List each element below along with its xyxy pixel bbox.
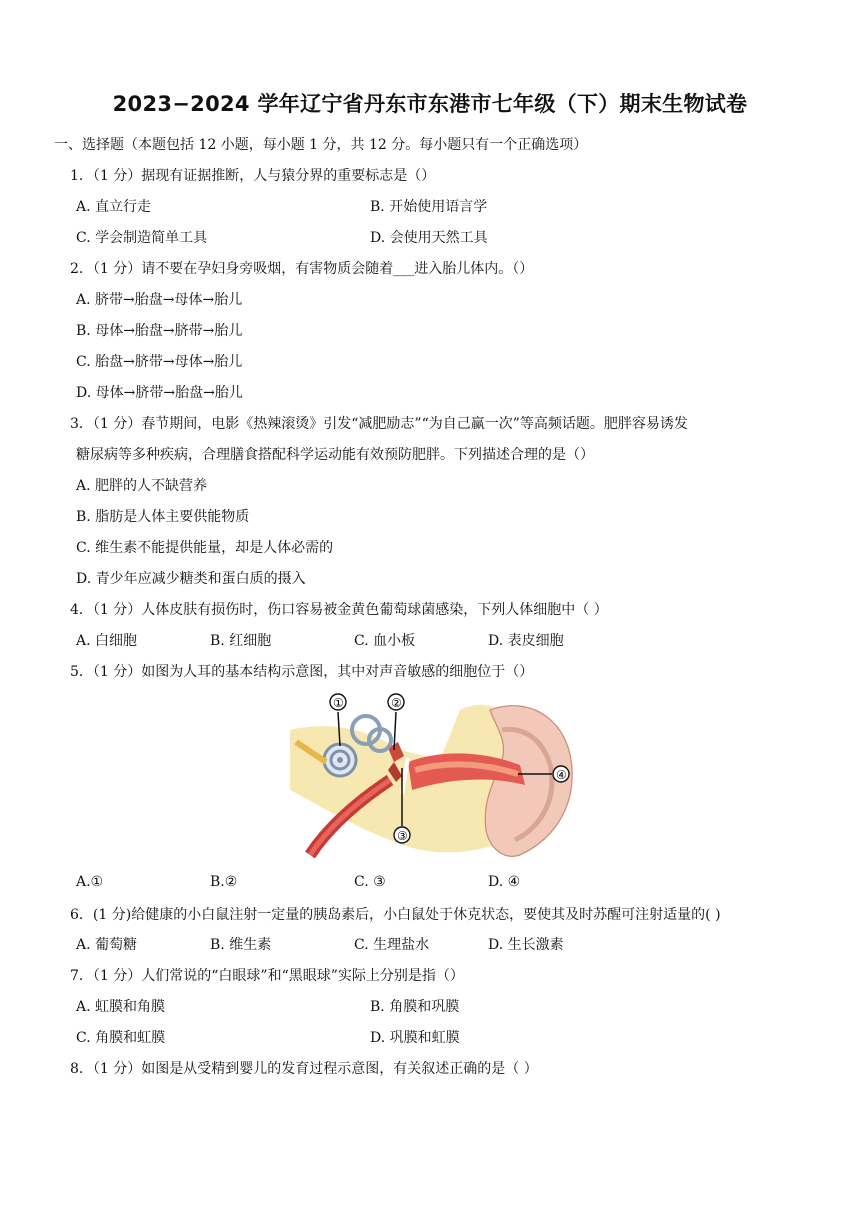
question-3-option-c: C. 维生素不能提供能量，却是人体必需的 [76,540,334,556]
question-1-option-c: C. 学会制造简单工具 [76,230,208,246]
question-4-option-b: B. 红细胞 [210,633,272,649]
question-6-stem: 6．(1 分)给健康的小白鼠注射一定量的胰岛素后，小白鼠处于休克状态，要使其及时苏醒可注射适量的( ) [70,907,721,923]
question-1-option-d: D. 会使用天然工具 [370,230,488,246]
question-8-stem: 8．（1 分）如图是从受精到婴儿的发育过程示意图，有关叙述正确的是（ ） [70,1061,538,1077]
question-4-option-d: D. 表皮细胞 [488,633,564,649]
question-6-option-c: C. 生理盐水 [354,937,430,953]
question-4-option-a: A. 白细胞 [76,633,138,649]
question-6-option-b: B. 维生素 [210,937,272,953]
question-5-option-b: B.② [210,874,238,890]
question-7-option-b: B. 角膜和巩膜 [370,999,460,1015]
question-5-option-c: C. ③ [354,874,386,890]
question-5-option-d: D. ④ [488,874,521,890]
question-2-option-d: D. 母体→脐带→胎盘→胎儿 [76,385,243,401]
question-2-stem: 2．（1 分）请不要在孕妇身旁吸烟，有害物质会随着___进入胎儿体内。（） [70,261,534,277]
question-1-option-a: A. 直立行走 [76,199,152,215]
question-2-option-c: C. 胎盘→脐带→母体→胎儿 [76,354,243,370]
question-7-option-a: A. 虹膜和角膜 [76,999,166,1015]
question-2-option-a: A. 脐带→胎盘→母体→胎儿 [76,292,243,308]
figure-label-3: ③ [397,829,408,843]
question-3-option-a: A. 肥胖的人不缺营养 [76,478,208,494]
section-heading: 一、选择题（本题包括 12 小题，每小题 1 分，共 12 分。每小题只有一个正确选项） [54,137,588,153]
question-6-option-a: A. 葡萄糖 [76,937,138,953]
question-2-option-b: B. 母体→胎盘→脐带→胎儿 [76,323,243,339]
question-5-stem: 5．（1 分）如图为人耳的基本结构示意图，其中对声音敏感的细胞位于（） [70,664,534,680]
figure-label-4: ④ [556,768,567,782]
page-title: 2023−2024 学年辽宁省丹东市东港市七年级（下）期末生物试卷 [112,92,748,116]
question-3-stem: 3．（1 分）春节期间，电影《热辣滚烫》引发“减肥励志”“为自己赢一次”等高频话题。肥胖容易诱发 [70,416,688,432]
question-1-option-b: B. 开始使用语言学 [370,199,488,215]
question-1-stem: 1．（1 分）据现有证据推断，人与猿分界的重要标志是（） [70,168,436,184]
question-6-option-d: D. 生长激素 [488,937,564,953]
figure-label-2: ② [391,696,402,710]
question-4-stem: 4．（1 分）人体皮肤有损伤时，伤口容易被金黄色葡萄球菌感染，下列人体细胞中（ ） [70,602,608,618]
ear-structure-figure [290,690,580,862]
question-7-option-c: C. 角膜和虹膜 [76,1030,166,1046]
question-7-option-d: D. 巩膜和虹膜 [370,1030,460,1046]
question-3-option-d: D. 青少年应减少糖类和蛋白质的摄入 [76,571,306,587]
question-3-option-b: B. 脂肪是人体主要供能物质 [76,509,250,525]
question-3-stem-cont: 糖尿病等多种疾病，合理膳食搭配科学运动能有效预防肥胖。下列描述合理的是（） [76,447,594,463]
figure-label-1: ① [333,696,344,710]
question-4-option-c: C. 血小板 [354,633,416,649]
question-5-option-a: A.① [76,874,104,890]
question-7-stem: 7．（1 分）人们常说的“白眼球”和“黑眼球”实际上分别是指（） [70,968,464,984]
